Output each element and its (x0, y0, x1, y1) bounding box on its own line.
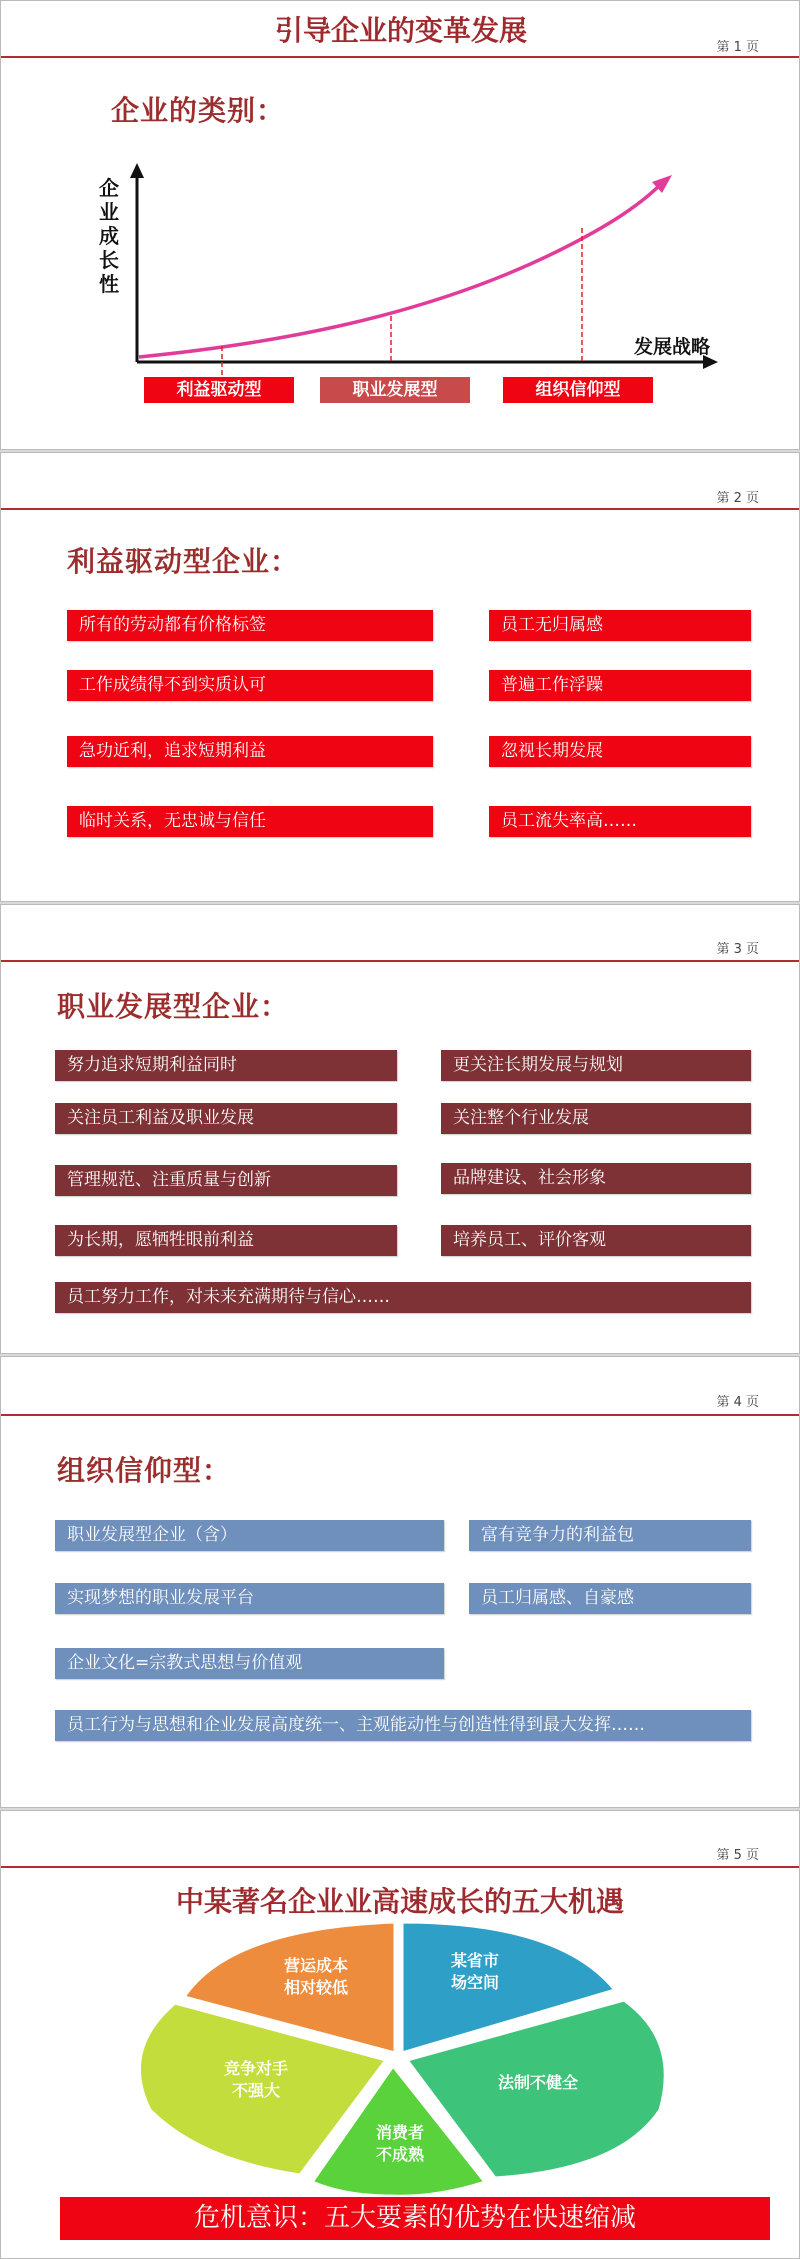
trait-right-3: 忽视长期发展 (489, 736, 751, 767)
trait-left-3: 管理规范、注重质量与创新 (55, 1165, 397, 1196)
trait-left-2: 工作成绩得不到实质认可 (67, 670, 433, 701)
section-heading: 组织信仰型： (57, 1454, 232, 1487)
pie-label-legal: 法制不健全 (497, 2073, 578, 2092)
section-heading: 企业的类别： (111, 94, 286, 127)
pie-label-consumer: 消费者 不成熟 (375, 2123, 424, 2164)
trait-right-2: 普遍工作浮躁 (489, 670, 751, 701)
trait-left-3: 企业文化=宗教式思想与价值观 (55, 1648, 444, 1679)
trait-left-1: 努力追求短期利益同时 (55, 1050, 397, 1081)
page-number: 第 1 页 (716, 40, 759, 55)
trait-left-3: 急功近利，追求短期利益 (67, 736, 433, 767)
category-label-belief: 组织信仰型 (503, 377, 653, 403)
trait-left-4: 为长期，愿牺牲眼前利益 (55, 1225, 397, 1256)
trait-right-1: 员工无归属感 (489, 610, 751, 641)
pie-label-cost: 营运成本 相对较低 (283, 1956, 348, 1997)
page-number: 第 3 页 (716, 942, 759, 957)
trait-left-4: 临时关系，无忠诚与信任 (67, 806, 433, 837)
page-number: 第 2 页 (716, 491, 759, 506)
trait-right-2: 员工归属感、自豪感 (469, 1583, 751, 1614)
trait-right-1: 更关注长期发展与规划 (441, 1050, 751, 1081)
crisis-banner: 危机意识：五大要素的优势在快速缩减 (60, 2197, 770, 2240)
x-axis-label: 发展战略 (634, 336, 711, 358)
trait-left-2: 实现梦想的职业发展平台 (55, 1583, 444, 1614)
trait-left-2: 关注员工利益及职业发展 (55, 1103, 397, 1134)
trait-left-1: 所有的劳动都有价格标签 (67, 610, 433, 641)
category-label-profit: 利益驱动型 (144, 377, 294, 403)
trait-right-2: 关注整个行业发展 (441, 1103, 751, 1134)
y-axis-label: 企 业 成 长 性 (99, 176, 119, 296)
deck-title: 引导企业的变革发展 (274, 14, 527, 47)
section-heading: 职业发展型企业： (57, 990, 290, 1023)
trait-right-4: 员工流失率高…… (489, 806, 751, 837)
pie-label-competitor: 竞争对手 不强大 (223, 2059, 288, 2100)
trait-summary: 员工行为与思想和企业发展高度统一、主观能动性与创造性得到最大发挥…… (55, 1710, 751, 1741)
pie-label-market: 某省市 场空间 (450, 1951, 499, 1992)
category-label-career: 职业发展型 (320, 377, 470, 403)
opportunities-title: 中某著名企业业高速成长的五大机遇 (175, 1885, 624, 1918)
trait-summary: 员工努力工作，对未来充满期待与信心…… (55, 1282, 751, 1313)
trait-right-4: 培养员工、评价客观 (441, 1225, 751, 1256)
trait-right-1: 富有竞争力的利益包 (469, 1520, 751, 1551)
trait-right-3: 品牌建设、社会形象 (441, 1163, 751, 1194)
trait-left-1: 职业发展型企业（含） (55, 1520, 444, 1551)
page-number: 第 4 页 (716, 1395, 759, 1410)
section-heading: 利益驱动型企业： (67, 545, 300, 578)
page-number: 第 5 页 (716, 1848, 759, 1863)
